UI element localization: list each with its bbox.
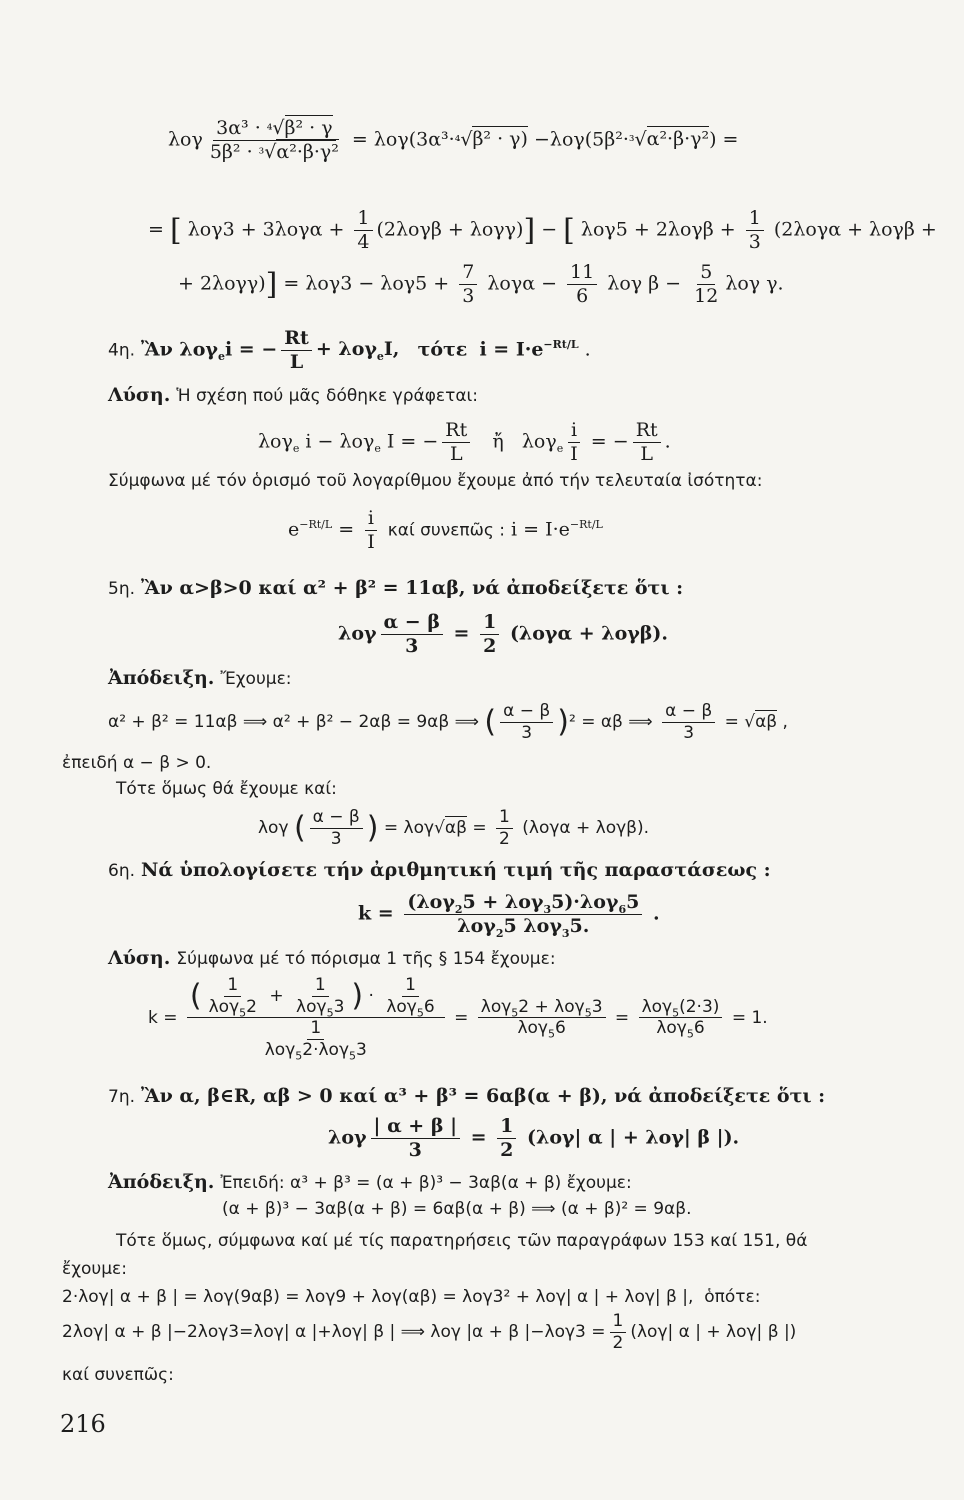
ex5-apodeixi: Ἀπόδειξη. Ἔχουμε: bbox=[108, 667, 292, 689]
ex7-tote: Τότε ὅμως, σύμφωνα καί μέ τίς παρατηρήσεις τῶν παραγράφων 153 καί 151, θά bbox=[116, 1231, 808, 1251]
ex7-kai-synepos: καί συνεπῶς: bbox=[62, 1365, 174, 1385]
ex4-lysi: Λύση. Ἡ σχέση πού μᾶς δόθηκε γράφεται: bbox=[108, 384, 479, 406]
ex5-eq-target: λογ $\frac{\alpha - \beta}{3}$ = $\frac{1}{2}$ (λογα + λογβ). bbox=[338, 611, 669, 657]
ex7-statement: 7η. Ἂν α, β∈R, αβ > 0 καί α³ + β³ = 6αβ(α + β), νά ἀποδείξετε ὅτι : bbox=[108, 1085, 826, 1107]
ex6-statement: 6η. Νά ὑπολογίσετε τήν ἀριθμητική τιμή τῆς παραστάσεως : bbox=[108, 859, 771, 881]
ex5-tote: Τότε ὅμως θά ἔχουμε καί: bbox=[116, 779, 337, 799]
ex6-k-def: k = $\frac{(\lambda o\gamma_25 + \lambda o\gamma_35)\cdot\lambda o\gamma_65}{\lambda o\gamma_25 \lambda o\gamma_35.}$ . bbox=[358, 891, 660, 940]
ex7-eq-target: λογ $\frac{| \alpha + \beta |}{3}$ = $\frac{1}{2}$ (λογ| α | + λογ| β |). bbox=[328, 1115, 740, 1161]
ex4-eq1: λογ$_e$ i − λογ$_e$ I = − $\frac{Rt}{L}$ ἤ λογ$_e$ $\frac{i}{I}$ = − $\frac{Rt}{L}$ . bbox=[258, 419, 671, 465]
eq-top-line2: = [ λογ3 + 3λογα + $\frac{1}{4}$ (2λογβ + λογγ)] − [ λογ5 + 2λογβ + $\frac{1}{3}$ (2λογα + λογβ + bbox=[148, 207, 937, 253]
ex7-line-a: 2·λογ| α + β | = λογ(9αβ) = λογ9 + λογ(αβ) = λογ3² + λογ| α | + λογ| β |, ὁπότε: bbox=[62, 1287, 761, 1307]
ex5-statement: 5η. Ἂν α>β>0 καί α² + β² = 11αβ, νά ἀποδείξετε ὅτι : bbox=[108, 577, 684, 599]
ex6-lysi: Λύση. Σύμφωνα μέ τό πόρισμα 1 τῆς § 154 ἔχουμε: bbox=[108, 947, 556, 969]
eq-top-line1: λογ $\frac{\text{3α³ · ⁴√β² · γ}}{\text{5β² · ³√α²·β·γ²}}$ = λογ(3α³·⁴√β² · γ) −λογ(5β²·³√α²·β·γ²) = bbox=[168, 117, 739, 163]
ex7-exoume: ἔχουμε: bbox=[62, 1259, 127, 1279]
ex7-line2: (α + β)³ − 3αβ(α + β) = 6αβ(α + β) ⟹ (α + β)² = 9αβ. bbox=[222, 1199, 692, 1219]
ex4-statement: 4η. Ἂν λογ$_e$i = − $\frac{Rt}{L}$ + λογ$_e$I, τότε $i = I\cdot e^{-Rt/L}$ . bbox=[108, 327, 591, 373]
ex6-eq-k: k = ( $\frac{1}{\lambda o\gamma_52}$ + $\frac{1}{\lambda o\gamma_53}$ ) · $\frac{1}{\lambda o\gamma_56}$ $\frac{1}{\lambda o\gamma_52\cdot\lambda o\gamma_53}$ = $\frac{\lambda o\gamma_52 + \lambda o\gamma_53}{\lambda o\gamma_56}$ = $\frac{\lambda o\gamma_5(2\cdot 3)}{\lambda o\gamma_56}$ = 1. bbox=[148, 975, 768, 1063]
eq-top-line3: + 2λογγ)] = λογ3 − λογ5 + $\frac{7}{3}$ λογα − $\frac{11}{6}$ λογ β − $\frac{5}{12}$ λογ γ. bbox=[178, 261, 784, 307]
ex4-symfona: Σύμφωνα μέ τόν ὁρισμό τοῦ λογαρίθμου ἔχουμε ἀπό τήν τελευταία ἰσότητα: bbox=[108, 471, 763, 491]
ex5-epeidi: ἐπειδή α − β > 0. bbox=[62, 753, 212, 773]
ex4-eq2: $e^{-Rt/L}$ = $\frac{i}{I}$ καί συνεπῶς : $i = I\cdot e^{-Rt/L}$ bbox=[288, 507, 603, 553]
ex7-apodeixi: Ἀπόδειξη. Ἐπειδή: α³ + β³ = (α + β)³ − 3αβ(α + β) ἔχουμε: bbox=[108, 1171, 632, 1193]
ex7-line-b: 2λογ| α + β |−2λογ3=λογ| α |+λογ| β | ⟹ λογ |α + β |−λογ3 = $\frac{1}{2}$ (λογ| α | + λογ| β |) bbox=[62, 1311, 797, 1353]
ex5-eq2: λογ ( $\frac{\alpha - \beta}{3}$ ) = λογ√αβ = $\frac{1}{2}$ (λογα + λογβ). bbox=[258, 807, 650, 849]
page-number: 216 bbox=[60, 1410, 106, 1438]
ex5-eq1: α² + β² = 11αβ ⟹ α² + β² − 2αβ = 9αβ ⟹ ( $\frac{\alpha - \beta}{3}$ )² = αβ ⟹ $\frac{\alpha - \beta}{3}$ = √αβ , bbox=[108, 701, 788, 743]
